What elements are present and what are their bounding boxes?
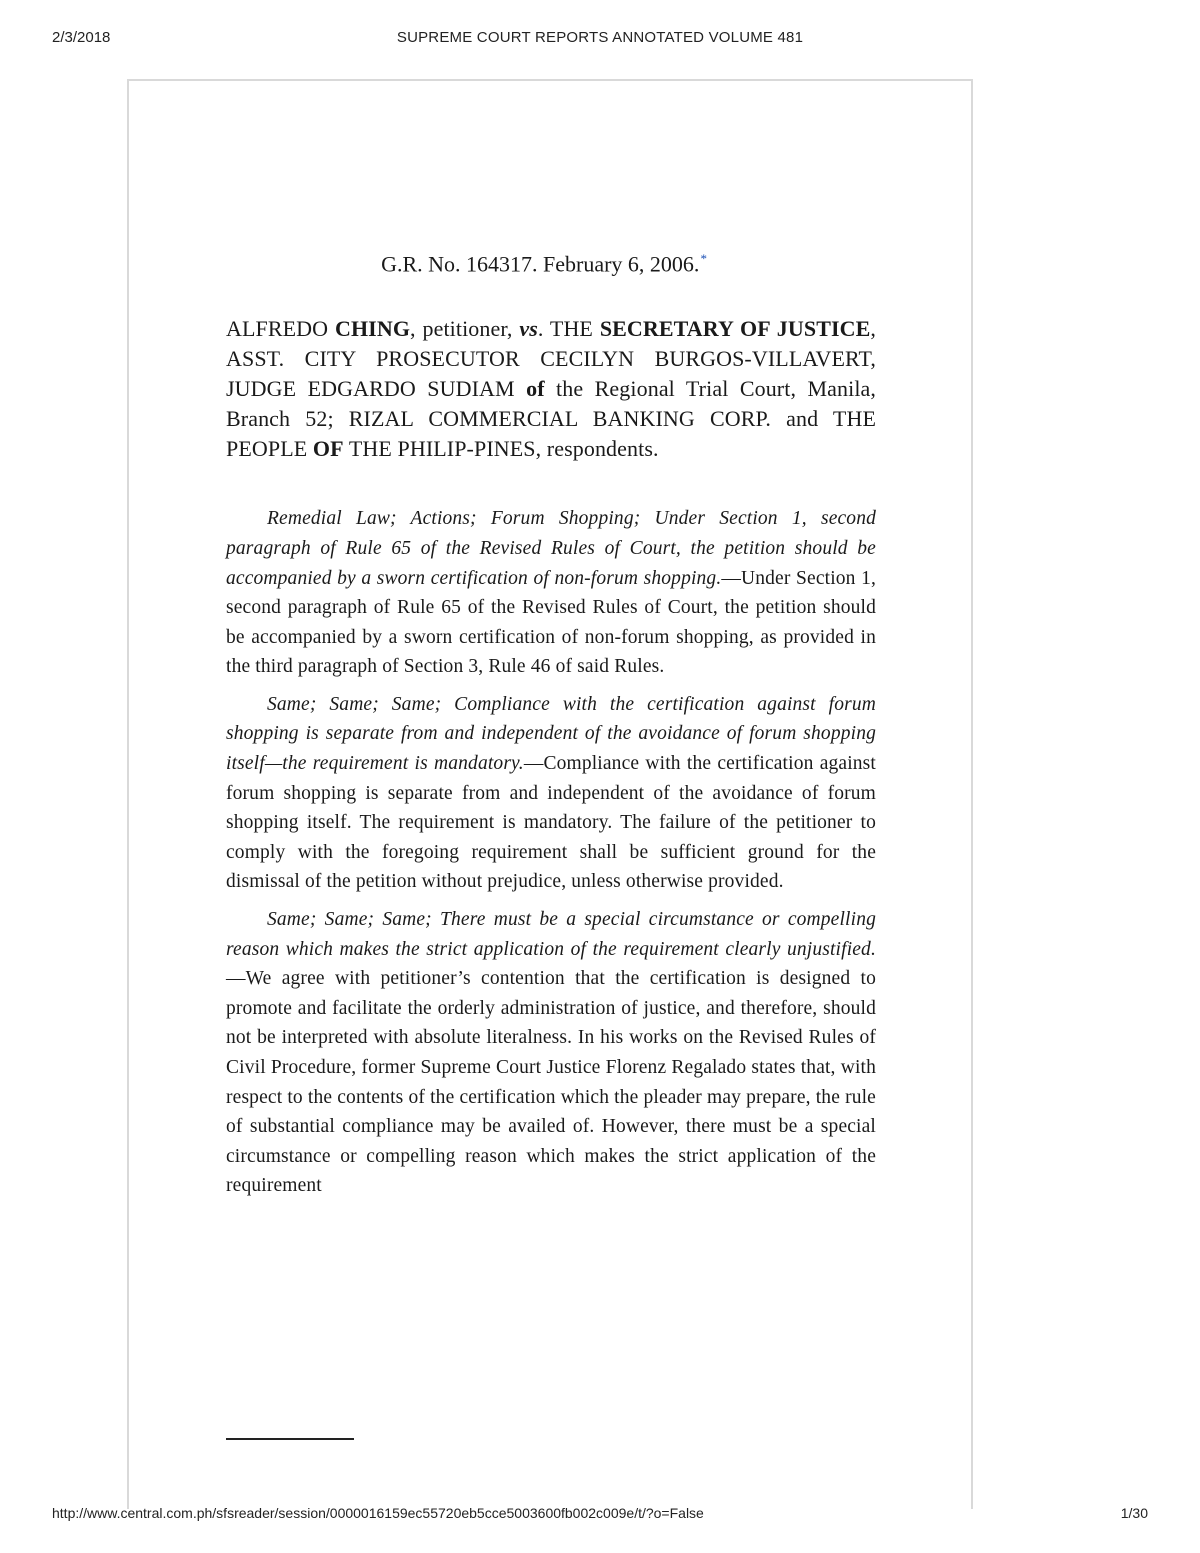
syllabus-headnote: Same; Same; Same; Compliance with the certification against forum shopping is separate from and independent of the avoidance of forum shopping itself—the requirement is mandatory. xyxy=(226,693,876,775)
footnote-divider xyxy=(226,1438,354,1440)
parties-bold-3: SECRETARY OF JUSTICE xyxy=(599,316,871,342)
parties-bold-4: of xyxy=(526,376,545,402)
syllabus-paragraph xyxy=(226,905,876,1201)
syllabus xyxy=(226,504,876,1201)
syllabus-text: —Under Section 1, second paragraph of Rule 65 of the Revised Rules of Court, the petition should be accompanied by a sworn certification of non-forum shopping, as provided in the third paragraph of Section 3, Rule 46 of said Rules. xyxy=(226,567,876,678)
parties-text-4: , ASST. CITY PROSECUTOR CECILYN BURGOS-VILLAVERT, JUDGE EDGARDO SUDIAM xyxy=(226,316,877,402)
print-footer xyxy=(0,1505,1200,1527)
parties-text-5: the Regional Trial Court, Manila, Branch 52; RIZAL COMMERCIAL BANKING CORP. and THE PEOPLE xyxy=(226,376,876,462)
footnote-marker-link[interactable]: * xyxy=(700,251,707,266)
document-content xyxy=(226,244,876,1209)
syllabus-paragraph xyxy=(226,690,876,897)
parties-text-3: . THE xyxy=(537,316,600,342)
parties-text-6: THE PHILIP-PINES, respondents. xyxy=(343,436,659,462)
print-page-indicator: 1/30 xyxy=(1120,1505,1148,1521)
parties-bold-1: CHING xyxy=(334,316,411,342)
parties-vs: vs xyxy=(519,316,538,342)
case-number xyxy=(226,244,876,279)
print-url: http://www.central.com.ph/sfsreader/session/0000016159ec55720eb5cce5003600fb002c009e/t/?o=False xyxy=(52,1505,704,1521)
syllabus-headnote: Same; Same; Same; There must be a special circumstance or compelling reason which makes the strict application of the requirement clearly unjustified. xyxy=(226,909,876,960)
print-title: SUPREME COURT REPORTS ANNOTATED VOLUME 481 xyxy=(396,29,804,46)
parties-text-2: , petitioner, xyxy=(410,316,520,342)
parties-text-1: ALFREDO xyxy=(226,316,335,342)
syllabus-text: —We agree with petitioner’s contention that the certification is designed to promote and facilitate the orderly administration of justice, and therefore, should not be interpreted with absolute literalness. In his works on the Revised Rules of Civil Procedure, former Supreme Court Justice Florenz Regalado states that, with respect to the contents of the certification which the pleader may prepare, the rule of substantial compliance may be availed of. However, there must be a special circumstance or compelling reason which makes the strict application of the requirement xyxy=(226,968,876,1197)
syllabus-text: —Compliance with the certification against forum shopping is separate from and independent of the avoidance of forum shopping itself. The requirement is mandatory. The failure of the petitioner to comply with the foregoing requirement shall be sufficient ground for the dismissal of the petition without prejudice, unless otherwise provided. xyxy=(226,753,876,893)
case-number-text: G.R. No. 164317. February 6, 2006. xyxy=(381,251,700,277)
parties-bold-5: OF xyxy=(312,436,344,462)
case-parties xyxy=(226,314,876,464)
print-header xyxy=(0,29,1200,51)
syllabus-headnote: Remedial Law; Actions; Forum Shopping; Under Section 1, second paragraph of Rule 65 of the Revised Rules of Court, the petition should be accompanied by a sworn certification of non-forum shopping. xyxy=(226,508,876,589)
print-date: 2/3/2018 xyxy=(52,29,111,46)
syllabus-paragraph xyxy=(226,504,876,682)
